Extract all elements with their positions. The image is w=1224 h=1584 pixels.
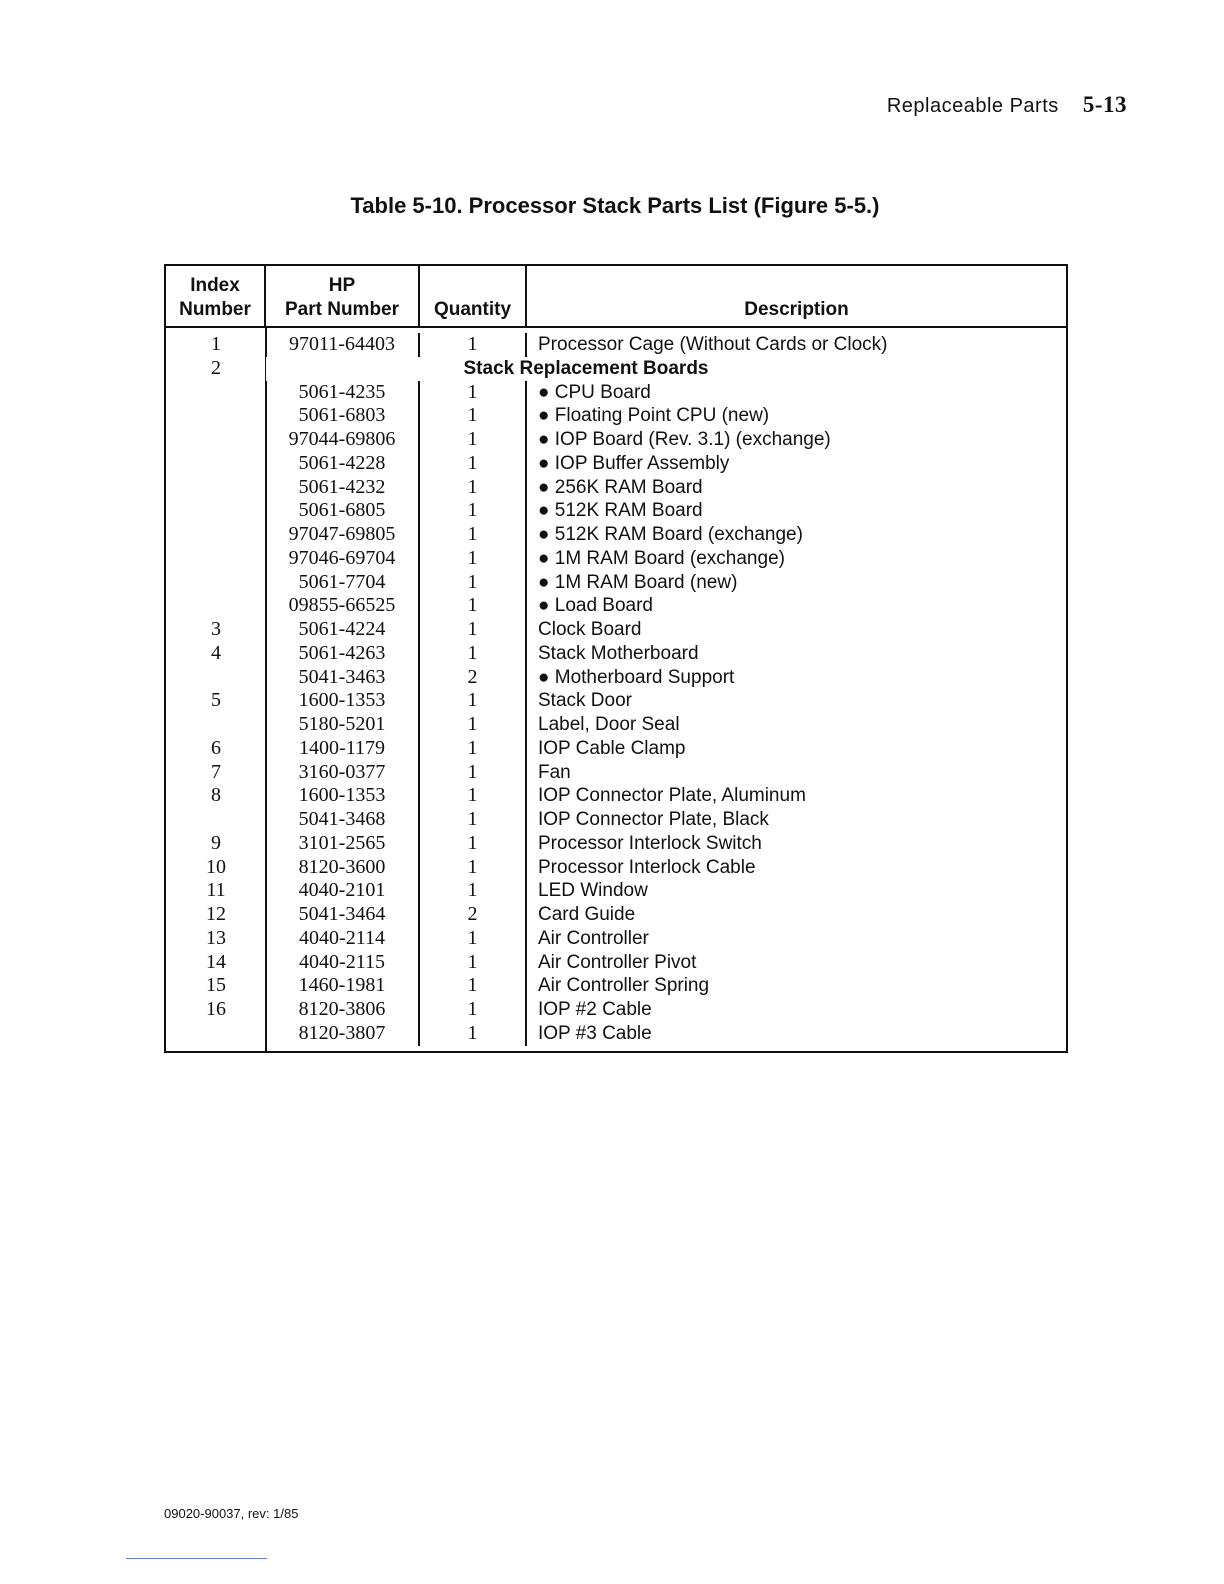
part-number-cell: 97047-69805 [266, 523, 420, 547]
table-row [166, 499, 1066, 523]
part-number-cell: 4040-2101 [266, 879, 420, 903]
description-cell: ● 512K RAM Board [538, 500, 703, 522]
part-number-cell: 5061-6803 [266, 404, 420, 428]
description-cell: ● Load Board [538, 595, 654, 617]
index-cell: 5 [211, 689, 221, 712]
description-cell: Fan [538, 761, 571, 783]
part-number-cell: 3160-0377 [266, 761, 420, 785]
description-cell: Air Controller Pivot [538, 951, 697, 973]
quantity-cell: 1 [420, 832, 527, 856]
index-cell [166, 476, 266, 500]
index-cell: 10 [206, 855, 226, 878]
description-cell: Processor Cage (Without Cards or Clock) [538, 334, 888, 355]
index-cell: 12 [206, 903, 226, 925]
table-row [166, 951, 1066, 975]
page-number: 5-13 [1082, 92, 1127, 117]
parts-table [164, 264, 1068, 1053]
quantity-cell: 2 [420, 666, 527, 690]
table-row [166, 998, 1066, 1022]
part-number-cell: 1400-1179 [266, 737, 420, 761]
quantity-cell: 1 [420, 761, 527, 785]
quantity-cell: 1 [420, 689, 527, 713]
quantity-cell: 2 [420, 903, 527, 927]
quantity-cell: 1 [420, 737, 527, 761]
description-cell: IOP Connector Plate, Aluminum [538, 785, 806, 807]
quantity-cell: 1 [420, 547, 527, 571]
description-cell: IOP Connector Plate, Black [538, 809, 769, 830]
table-row [166, 404, 1066, 428]
table-row [166, 666, 1066, 690]
table-row [166, 381, 1066, 405]
quantity-cell: 1 [420, 1022, 527, 1046]
table-row [166, 903, 1066, 927]
column-header-index-line1: Index [190, 275, 240, 296]
quantity-cell: 1 [420, 571, 527, 595]
quantity-cell: 1 [420, 974, 527, 998]
index-cell: 16 [206, 998, 226, 1020]
description-cell: ● 1M RAM Board (new) [538, 571, 738, 593]
quantity-cell: 1 [420, 713, 527, 737]
table-group-row [166, 357, 1066, 381]
quantity-cell: 1 [420, 523, 527, 547]
quantity-cell: 1 [420, 642, 527, 666]
index-cell [166, 452, 266, 476]
quantity-cell: 1 [420, 856, 527, 880]
part-number-cell: 5061-7704 [266, 571, 420, 595]
description-cell: ● 512K RAM Board (exchange) [538, 524, 803, 545]
part-number-cell: 5061-6805 [266, 499, 420, 523]
index-cell [166, 666, 266, 690]
column-header-index [166, 266, 266, 326]
table-row [166, 832, 1066, 856]
table-row [166, 713, 1066, 737]
table-row [166, 428, 1066, 452]
column-header-quantity-label: Quantity [433, 299, 512, 320]
index-cell [166, 713, 266, 737]
quantity-cell: 1 [420, 452, 527, 476]
quantity-cell: 1 [420, 333, 527, 357]
table-row [166, 856, 1066, 880]
table-row [166, 689, 1066, 713]
quantity-cell: 1 [420, 998, 527, 1022]
description-cell: Processor Interlock Cable [538, 856, 756, 878]
part-number-cell: 97011-64403 [266, 333, 420, 357]
index-cell: 14 [206, 950, 226, 973]
part-number-cell: 5061-4232 [266, 476, 420, 500]
description-cell: ● 256K RAM Board [538, 476, 703, 498]
table-row [166, 642, 1066, 666]
index-cell: 15 [206, 974, 226, 997]
part-number-cell: 5180-5201 [266, 713, 420, 737]
table-row [166, 618, 1066, 642]
column-header-part-line2: Part Number [284, 299, 400, 320]
description-cell: Stack Motherboard [538, 642, 699, 664]
index-cell: 9 [211, 831, 221, 854]
index-cell [166, 523, 266, 547]
description-cell: ● IOP Board (Rev. 3.1) (exchange) [538, 429, 831, 450]
quantity-cell: 1 [420, 476, 527, 500]
index-cell: 6 [211, 736, 221, 759]
table-row [166, 879, 1066, 903]
part-number-cell: 1600-1353 [266, 689, 420, 713]
part-number-cell: 4040-2115 [266, 951, 420, 975]
index-cell [166, 499, 266, 523]
index-cell: 4 [211, 641, 221, 664]
quantity-cell: 1 [420, 404, 527, 428]
section-title: Replaceable Parts [886, 95, 1059, 117]
quantity-cell: 1 [420, 879, 527, 903]
index-cell: 3 [211, 618, 221, 640]
part-number-cell: 8120-3600 [266, 856, 420, 880]
description-cell: Air Controller [538, 927, 649, 949]
description-cell: ● IOP Buffer Assembly [538, 452, 730, 474]
part-number-cell: 5061-4228 [266, 452, 420, 476]
footer-rule [126, 1558, 267, 1559]
index-cell: 13 [206, 926, 226, 949]
column-header-quantity [420, 266, 527, 326]
description-cell: IOP #3 Cable [538, 1022, 652, 1044]
quantity-cell: 1 [420, 951, 527, 975]
table-row [166, 547, 1066, 571]
quantity-cell: 1 [420, 594, 527, 618]
description-cell: IOP #2 Cable [538, 999, 652, 1020]
index-cell: 1 [211, 333, 221, 355]
quantity-cell: 1 [420, 381, 527, 405]
description-cell: ● Floating Point CPU (new) [538, 405, 770, 427]
index-cell [166, 428, 266, 452]
quantity-cell: 1 [420, 927, 527, 951]
description-cell: ● 1M RAM Board (exchange) [538, 547, 785, 569]
table-row [166, 808, 1066, 832]
part-number-cell: 8120-3807 [266, 1022, 420, 1046]
table-row [166, 1022, 1066, 1046]
quantity-cell: 1 [420, 499, 527, 523]
part-number-cell: 09855-66525 [266, 594, 420, 618]
table-row [166, 476, 1066, 500]
part-number-cell: 4040-2114 [266, 927, 420, 951]
quantity-cell: 1 [420, 784, 527, 808]
index-cell [166, 1022, 266, 1046]
part-number-cell: 5061-4263 [266, 642, 420, 666]
part-number-cell: 8120-3806 [266, 998, 420, 1022]
description-cell: Card Guide [538, 904, 636, 925]
column-header-part-number [266, 266, 420, 326]
description-cell: Stack Door [538, 690, 632, 712]
table-row [166, 594, 1066, 618]
part-number-cell: 5041-3464 [266, 903, 420, 927]
quantity-cell: 1 [420, 618, 527, 642]
description-cell: Processor Interlock Switch [538, 832, 762, 854]
part-number-cell: 1460-1981 [266, 974, 420, 998]
column-header-index-line2: Number [179, 299, 251, 320]
description-cell: Label, Door Seal [538, 714, 680, 735]
description-cell: ● CPU Board [538, 381, 651, 403]
part-number-cell: 1600-1353 [266, 784, 420, 808]
part-number-cell: 97044-69806 [266, 428, 420, 452]
part-number-cell: 5041-3468 [266, 808, 420, 832]
table-row [166, 523, 1066, 547]
part-number-cell: 5061-4235 [266, 381, 420, 405]
table-row [166, 737, 1066, 761]
table-row [166, 761, 1066, 785]
table-row [166, 452, 1066, 476]
column-header-description [527, 266, 1066, 326]
index-cell [166, 571, 266, 595]
table-row [166, 333, 1066, 357]
table-body [166, 328, 1066, 1051]
table-title: Table 5-10. Processor Stack Parts List (Figure 5-5.) [350, 193, 880, 218]
quantity-cell: 1 [420, 808, 527, 832]
footer-doc-number: 09020-90037, rev: 1/85 [164, 1506, 299, 1521]
description-cell: IOP Cable Clamp [538, 737, 686, 759]
quantity-cell: 1 [420, 428, 527, 452]
description-cell: LED Window [538, 880, 648, 902]
part-number-cell: 3101-2565 [266, 832, 420, 856]
column-header-description-label: Description [744, 299, 849, 320]
index-cell: 8 [211, 784, 221, 807]
index-cell: 2 [211, 356, 221, 379]
index-cell: 7 [211, 760, 221, 783]
index-cell [166, 404, 266, 428]
part-number-cell: 5041-3463 [266, 666, 420, 690]
part-number-cell: 97046-69704 [266, 547, 420, 571]
index-cell: 11 [206, 879, 226, 902]
column-header-part-line1: HP [328, 275, 356, 296]
index-cell [166, 381, 266, 405]
description-cell: Clock Board [538, 619, 642, 640]
running-header [887, 92, 1127, 118]
table-row [166, 784, 1066, 808]
table-header [166, 266, 1066, 328]
table-row [166, 571, 1066, 595]
index-cell [166, 808, 266, 832]
index-cell [166, 594, 266, 618]
table-row [166, 974, 1066, 998]
part-number-cell: 5061-4224 [266, 618, 420, 642]
group-label: Stack Replacement Boards [463, 357, 709, 379]
description-cell: Air Controller Spring [538, 975, 710, 997]
index-cell [166, 547, 266, 571]
table-row [166, 927, 1066, 951]
description-cell: ● Motherboard Support [538, 666, 735, 688]
